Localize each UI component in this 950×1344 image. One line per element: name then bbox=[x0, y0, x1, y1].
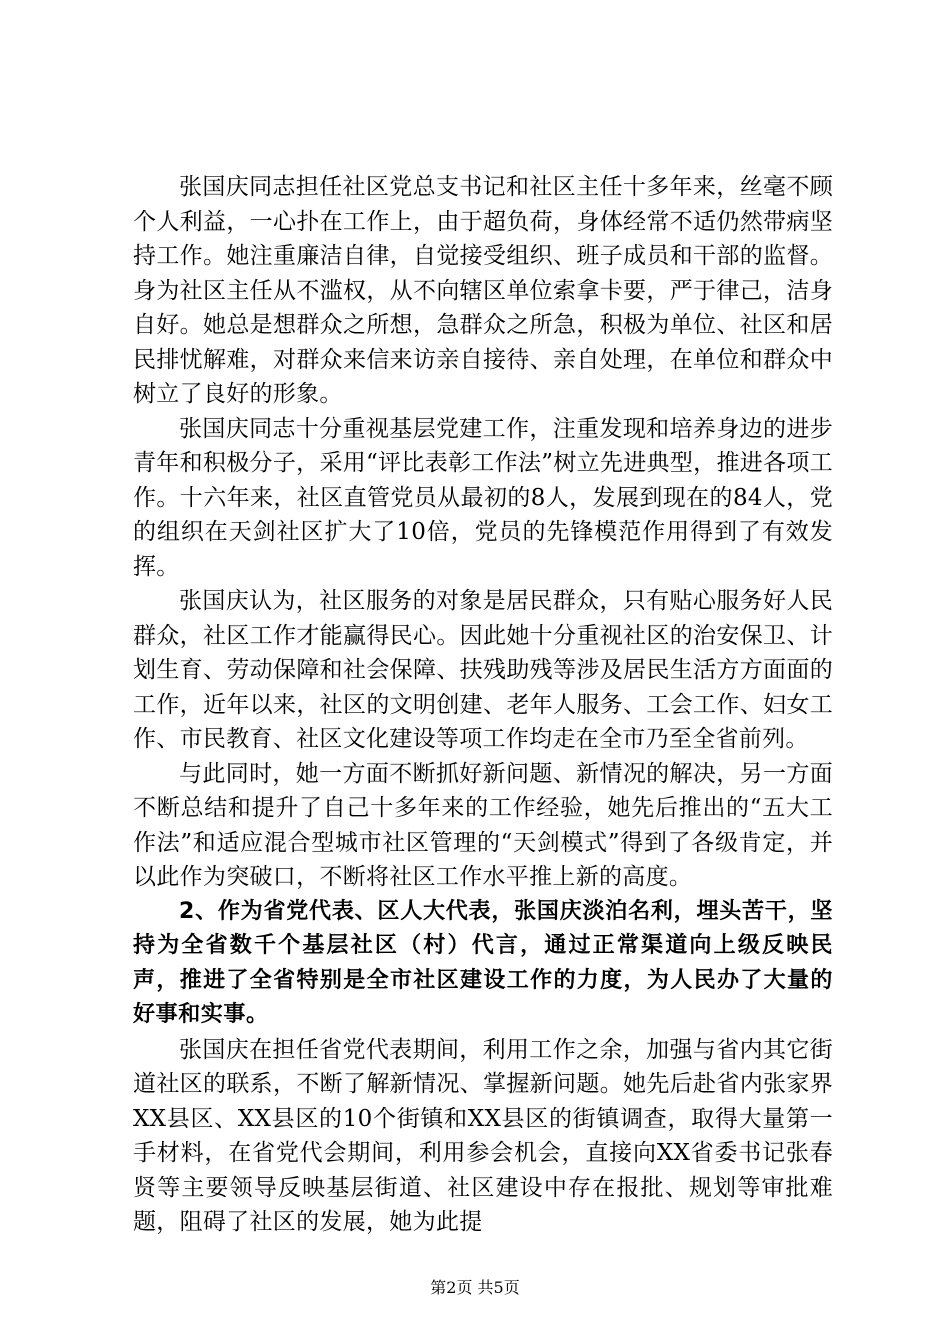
document-body bbox=[133, 170, 833, 1240]
page-footer: 第2页 共5页 bbox=[430, 1278, 520, 1297]
paragraph-3: 张国庆认为，社区服务的对象是居民群众，只有贴心服务好人民群众，社区工作才能赢得民心。因此她十分重视社区的治安保卫、计划生育、劳动保障和社会保障、扶残助残等涉及居民生活方方面面的工作，近年以来，社区的文明创建、老年人服务、工会工作、妇女工作、市民教育、社区文化建设等项工作均走在全市乃至全省前列。 bbox=[133, 588, 833, 752]
paragraph-1: 张国庆同志担任社区党总支书记和社区主任十多年来，丝毫不顾个人利益，一心扑在工作上，由于超负荷，身体经常不适仍然带病坚持工作。她注重廉洁自律，自觉接受组织、班子成员和干部的监督。身为社区主任从不滥权，从不向辖区单位索拿卡要，严于律己，洁身自好。她总是想群众之所想，急群众之所急，积极为单位、社区和居民排忧解难，对群众来信来访亲自接待、亲自处理，在单位和群众中树立了良好的形象。 bbox=[133, 174, 833, 407]
paragraph-4: 与此同时，她一方面不断抓好新问题、新情况的解决，另一方面不断总结和提升了自己十多年来的工作经验，她先后推出的“五大工作法”和适应混合型城市社区管理的“天剑模式”得到了各级肯定，并以此作为突破口，不断将社区工作水平推上新的高度。 bbox=[133, 760, 833, 890]
paragraph-2: 张国庆同志十分重视基层党建工作，注重发现和培养身边的进步青年和积极分子，采用“评比表彰工作法”树立先进典型，推进各项工作。十六年来，社区直管党员从最初的8人，发展到现在的84人，党的组织在天剑社区扩大了10倍，党员的先锋模范作用得到了有效发挥。 bbox=[133, 415, 833, 580]
paragraph-6: 张国庆在担任省党代表期间，利用工作之余，加强与省内其它街道社区的联系，不断了解新情况、掌握新问题。她先后赴省内张家界XX县区、XX县区的10个街镇和XX县区的街镇调查，取得大量第一手材料，在省党代会期间，利用参会机会，直接向XX省委书记张春贤等主要领导反映基层街道、社区建设中存在报批、规划等审批难题，阻碍了社区的发展，她为此提 bbox=[133, 1036, 833, 1235]
section-heading-paragraph: 2、作为省党代表、区人大代表，张国庆淡泊名利，埋头苦干，坚持为全省数千个基层社区（村）代言，通过正常渠道向上级反映民声，推进了全省特别是全市社区建设工作的力度，为人民办了大量的好事和实事。 bbox=[133, 898, 833, 1027]
